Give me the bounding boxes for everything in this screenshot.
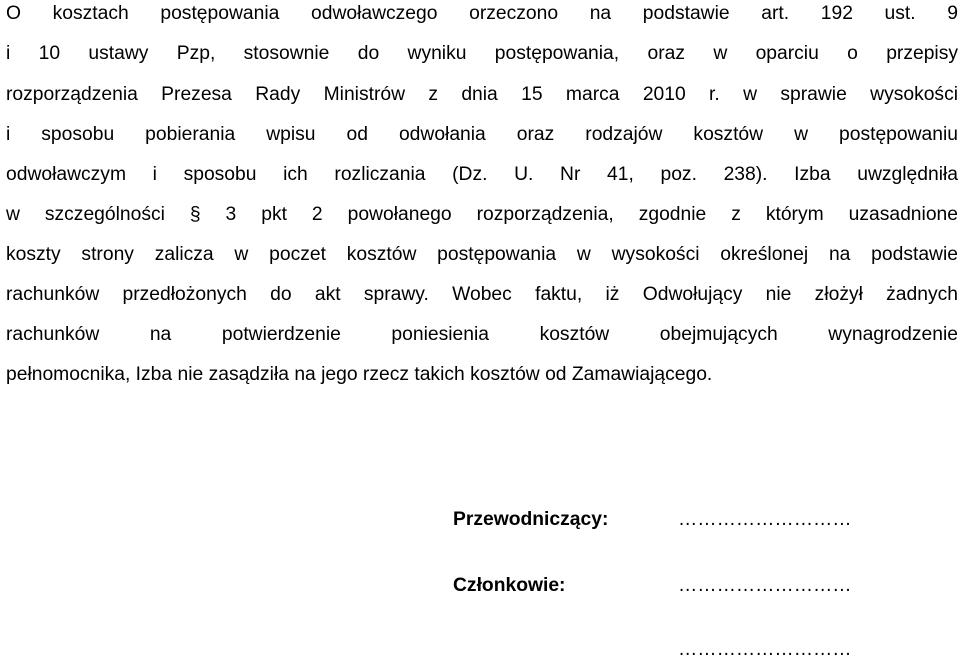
paragraph-line-6: w szczególności § 3 pkt 2 powołanego rozporządzenia, zgodnie z którym uzasadnione [6, 204, 958, 225]
member-2-signature-line: ……………………… [678, 639, 852, 660]
paragraph-line-4: i sposobu pobierania wpisu od odwołania oraz rodzajów kosztów w postępowaniu [6, 124, 958, 145]
chairman-label: Przewodniczący: [453, 509, 609, 530]
members-label: Członkowie: [453, 575, 566, 596]
chairman-signature-line: ……………………… [678, 509, 852, 530]
paragraph-line-1: O kosztach postępowania odwoławczego orzeczono na podstawie art. 192 ust. 9 [6, 3, 958, 24]
paragraph-line-3: rozporządzenia Prezesa Rady Ministrów z dnia 15 marca 2010 r. w sprawie wysokości [6, 84, 958, 105]
paragraph-line-2: i 10 ustawy Pzp, stosownie do wyniku postępowania, oraz w oparciu o przepisy [6, 43, 958, 64]
paragraph-line-8: rachunków przedłożonych do akt sprawy. Wobec faktu, iż Odwołujący nie złożył żadnych [6, 284, 958, 305]
paragraph-line-5: odwoławczym i sposobu ich rozliczania (Dz. U. Nr 41, poz. 238). Izba uwzględniła [6, 164, 958, 185]
paragraph-line-7: koszty strony zalicza w poczet kosztów postępowania w wysokości określonej na podstawie [6, 244, 958, 265]
paragraph-line-10: pełnomocnika, Izba nie zasądziła na jego rzecz takich kosztów od Zamawiającego. [6, 364, 713, 385]
member-1-signature-line: ……………………… [678, 575, 852, 596]
paragraph-line-9: rachunków na potwierdzenie poniesienia kosztów obejmujących wynagrodzenie [6, 324, 958, 345]
